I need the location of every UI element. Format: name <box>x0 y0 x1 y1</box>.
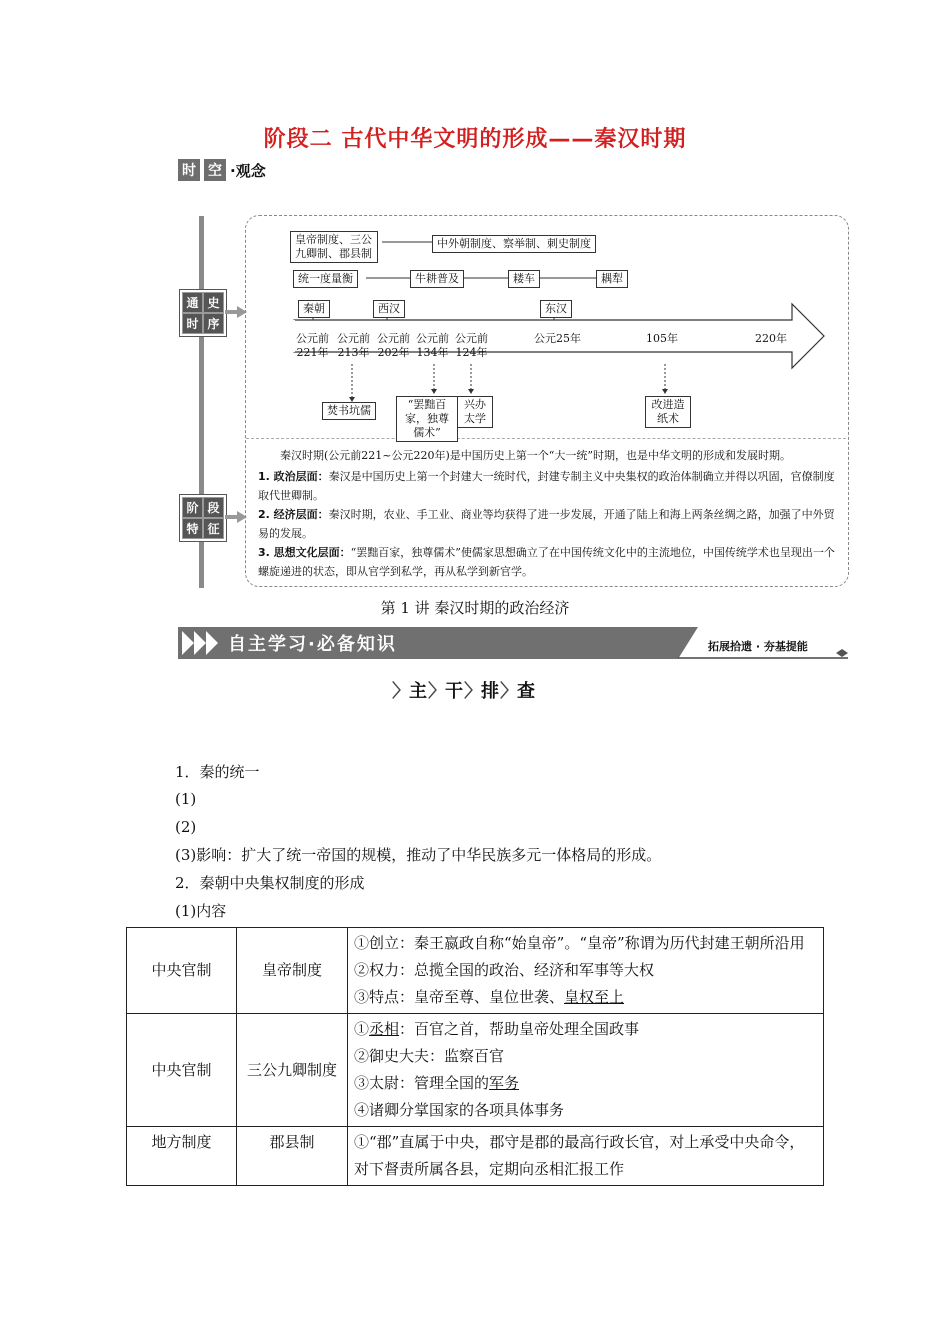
chain-box: 统一度量衡 <box>293 270 358 288</box>
section-label <box>178 158 266 182</box>
chain-box: 耧车 <box>508 270 540 288</box>
badge-char: 段 <box>203 497 224 518</box>
heading-char: 〉 干 <box>436 675 472 705</box>
section-label-box-2: 空 <box>204 159 226 181</box>
main-check-heading <box>400 675 544 705</box>
badge-char: 阶 <box>182 497 203 518</box>
banner-subtitle: 拓展拾遗 · 夯基提能 <box>708 640 808 653</box>
body-line: 1．秦的统一 <box>175 763 260 781</box>
badge-char: 征 <box>203 518 224 539</box>
body-line: (1)内容 <box>175 902 227 920</box>
date-label: 公元25年 <box>534 332 581 345</box>
body-line: (2) <box>175 818 197 836</box>
table-row <box>127 928 824 1014</box>
feature-item: 1. 政治层面：秦汉是中国历史上第一个封建大一统时代，封建专制主义中央集权的政治体制确立并得以巩固，官僚制度取代世卿制。 <box>258 470 835 502</box>
date-label: 220年 <box>755 332 787 345</box>
page-title: 阶段二 古代中华文明的形成——秦汉时期 <box>263 127 687 152</box>
date-label: 公元前 202年 <box>377 332 410 359</box>
body-line: (3)影响：扩大了统一帝国的规模，推动了中华民族多元一体格局的形成。 <box>175 846 662 864</box>
section-label-text: ·观念 <box>230 161 266 180</box>
frame-divider <box>246 438 846 439</box>
date-label: 公元前 221年 <box>296 332 329 359</box>
event-box: 改进造纸术 <box>645 396 691 428</box>
table-cell: 中央官制 <box>127 1014 237 1127</box>
table-cell: 地方制度 <box>127 1127 237 1186</box>
date-label: 公元前 213年 <box>337 332 370 359</box>
systems-box: 皇帝制度、三公九卿制、郡县制 <box>290 231 378 263</box>
chain-box: 耦犁 <box>596 270 628 288</box>
dynasty-box: 东汉 <box>540 300 572 318</box>
features-intro: 秦汉时期(公元前221~公元220年)是中国历史上第一个“大一统”时期，也是中华文明的形成和发展时期。 <box>280 449 792 462</box>
heading-char: 〉 主 <box>400 675 436 705</box>
body-line: (1) <box>175 790 197 808</box>
event-box: 兴办太学 <box>457 396 493 428</box>
table-cell: ①“郡”直属于中央，郡守是郡的最高行政长官，对上承受中央命令，对下督责所属各县，定期向丞相汇报工作 <box>348 1127 824 1186</box>
content-table <box>126 927 824 1186</box>
dynasty-box: 西汉 <box>373 300 405 318</box>
feature-item: 3. 思想文化层面：“罢黜百家，独尊儒术”使儒家思想确立了在中国传统文化中的主流地位，中国传统学术也呈现出一个螺旋递进的状态，即从官学到私学，再从私学到新官学。 <box>258 546 835 578</box>
badge-char: 史 <box>203 292 224 313</box>
table-cell: 皇帝制度 <box>237 928 348 1014</box>
arrow-right-icon <box>225 511 247 523</box>
table-cell: ①创立：秦王嬴政自称“始皇帝”。“皇帝”称谓为历代封建王朝所沿用 ②权力：总揽全国的政治、经济和军事等大权 ③特点：皇帝至尊、皇位世袭、皇权至上 <box>348 928 824 1014</box>
chain-box: 牛耕普及 <box>410 270 464 288</box>
badge-char: 特 <box>182 518 203 539</box>
badge-char: 序 <box>203 313 224 334</box>
body-line: 2．秦朝中央集权制度的形成 <box>175 874 365 892</box>
date-label: 105年 <box>646 332 678 345</box>
table-cell: 郡县制 <box>237 1127 348 1186</box>
feature-item: 2. 经济层面：秦汉时期，农业、手工业、商业等均获得了进一步发展，开通了陆上和海上两条丝绸之路，加强了中外贸易的发展。 <box>258 508 835 540</box>
badge-history-sequence <box>180 290 226 336</box>
event-box: 焚书坑儒 <box>322 402 376 420</box>
date-label: 公元前 134年 <box>416 332 449 359</box>
section-label-box-1: 时 <box>178 159 200 181</box>
badge-char: 时 <box>182 313 203 334</box>
table-cell: 中央官制 <box>127 928 237 1014</box>
systems-next-box: 中外朝制度、察举制、刺史制度 <box>432 235 596 253</box>
table-row <box>127 1014 824 1127</box>
heading-char: 〉 查 <box>508 675 544 705</box>
arrow-right-icon <box>225 306 247 318</box>
badge-stage-features <box>180 495 226 541</box>
badge-char: 通 <box>182 292 203 313</box>
heading-char: 〉 排 <box>472 675 508 705</box>
lecture-title: 第 1 讲 秦汉时期的政治经济 <box>380 599 570 617</box>
banner-title: 自主学习·必备知识 <box>228 634 397 655</box>
event-box: “罢黜百家，独尊儒术” <box>396 396 458 442</box>
table-row <box>127 1127 824 1186</box>
dynasty-box: 秦朝 <box>298 300 330 318</box>
date-label: 公元前 124年 <box>455 332 488 359</box>
table-cell: ①丞相：百官之首，帮助皇帝处理全国政事 ②御史大夫：监察百官 ③太尉：管理全国的军务 ④诸卿分掌国家的各项具体事务 <box>348 1014 824 1127</box>
table-cell: 三公九卿制度 <box>237 1014 348 1127</box>
